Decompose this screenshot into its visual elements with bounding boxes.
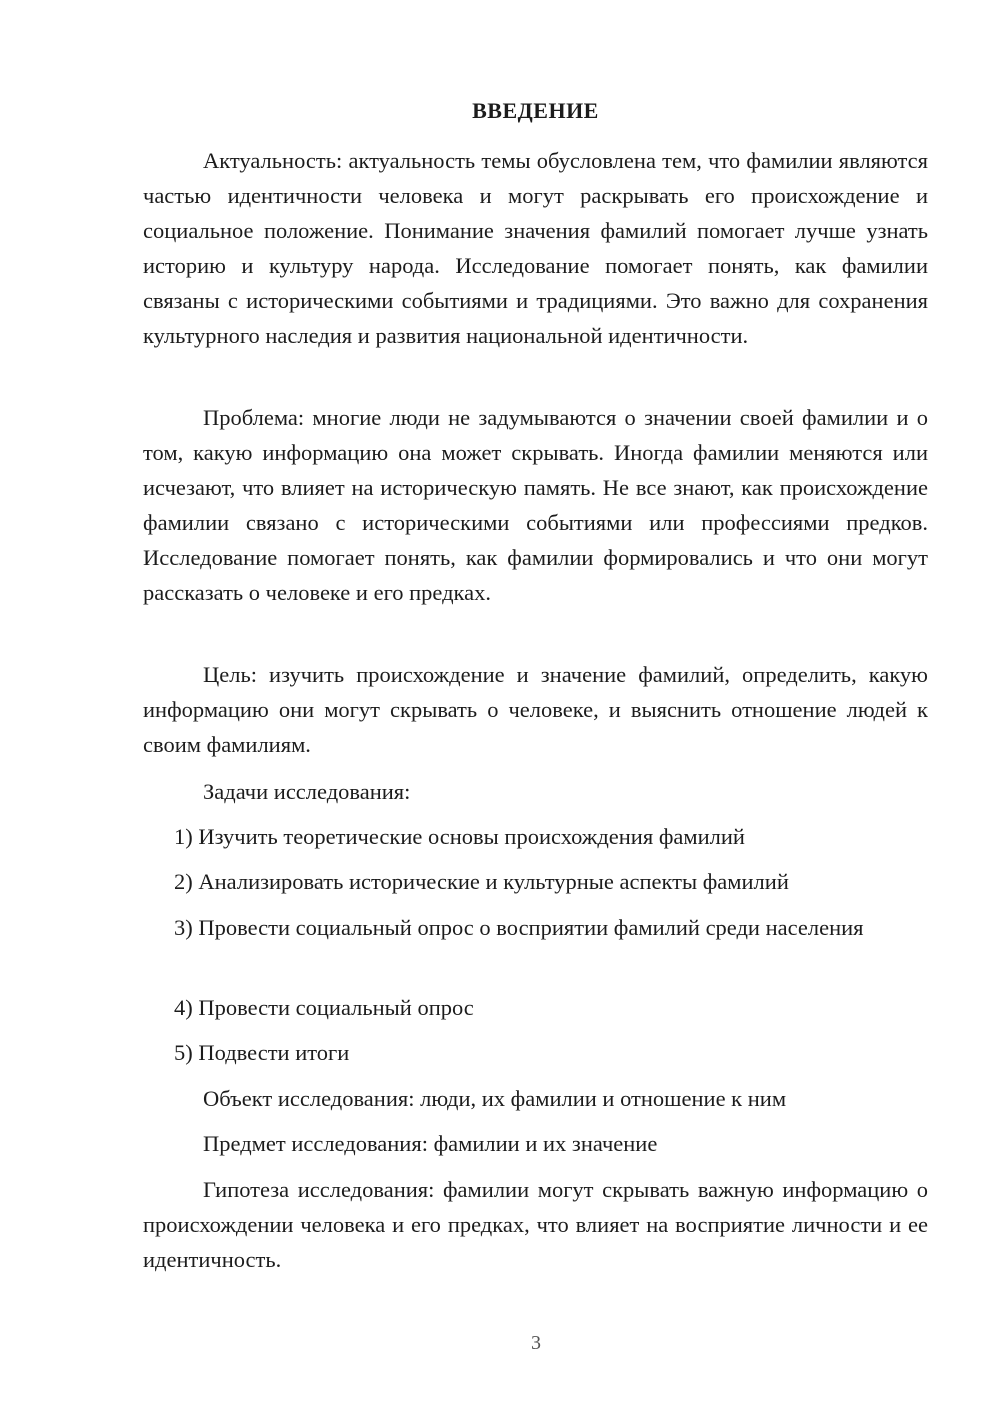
task-item: 4) Провести социальный опрос <box>174 995 474 1020</box>
task-item: 3) Провести социальный опрос о восприятии фамилий среди населения <box>174 915 864 940</box>
section-title: ВВЕДЕНИЕ <box>472 98 599 123</box>
paragraph-relevance: Актуальность: актуальность темы обусловлена тем, что фамилии являются частью идентичности человека и могут раскрывать его происхождение и социальное положение. Понимание значения фамилий помогает лучше узнать историю и культуру народа. Исследование помогает понять, как фамилии связаны с историческими событиями и традициями. Это важно для сохранения культурного наследия и развития национальной идентичности. <box>143 148 928 348</box>
paragraph-subject: Предмет исследования: фамилии и их значение <box>203 1131 658 1156</box>
paragraph-hypothesis: Гипотеза исследования: фамилии могут скрывать важную информацию о происхождении человека и его предках, что влияет на восприятие личности и ее идентичность. <box>143 1177 928 1272</box>
task-item: 2) Анализировать исторические и культурные аспекты фамилий <box>174 869 789 894</box>
task-item: 1) Изучить теоретические основы происхождения фамилий <box>174 824 745 849</box>
paragraph-object: Объект исследования: люди, их фамилии и отношение к ним <box>203 1086 787 1111</box>
paragraph-goal: Цель: изучить происхождение и значение фамилий, определить, какую информацию они могут скрывать о человеке, и выяснить отношение людей к своим фамилиям. <box>143 662 928 757</box>
page-number: 3 <box>531 1332 541 1354</box>
paragraph-problem: Проблема: многие люди не задумываются о значении своей фамилии и о том, какую информацию она может скрывать. Иногда фамилии меняются или исчезают, что влияет на историческую память. Не все знают, как происхождение фамилии связано с историческими событиями или профессиями предков. Исследование помогает понять, как фамилии формировались и что они могут рассказать о человеке и его предках. <box>143 405 928 605</box>
tasks-heading: Задачи исследования: <box>203 779 411 804</box>
task-item: 5) Подвести итоги <box>174 1040 350 1065</box>
